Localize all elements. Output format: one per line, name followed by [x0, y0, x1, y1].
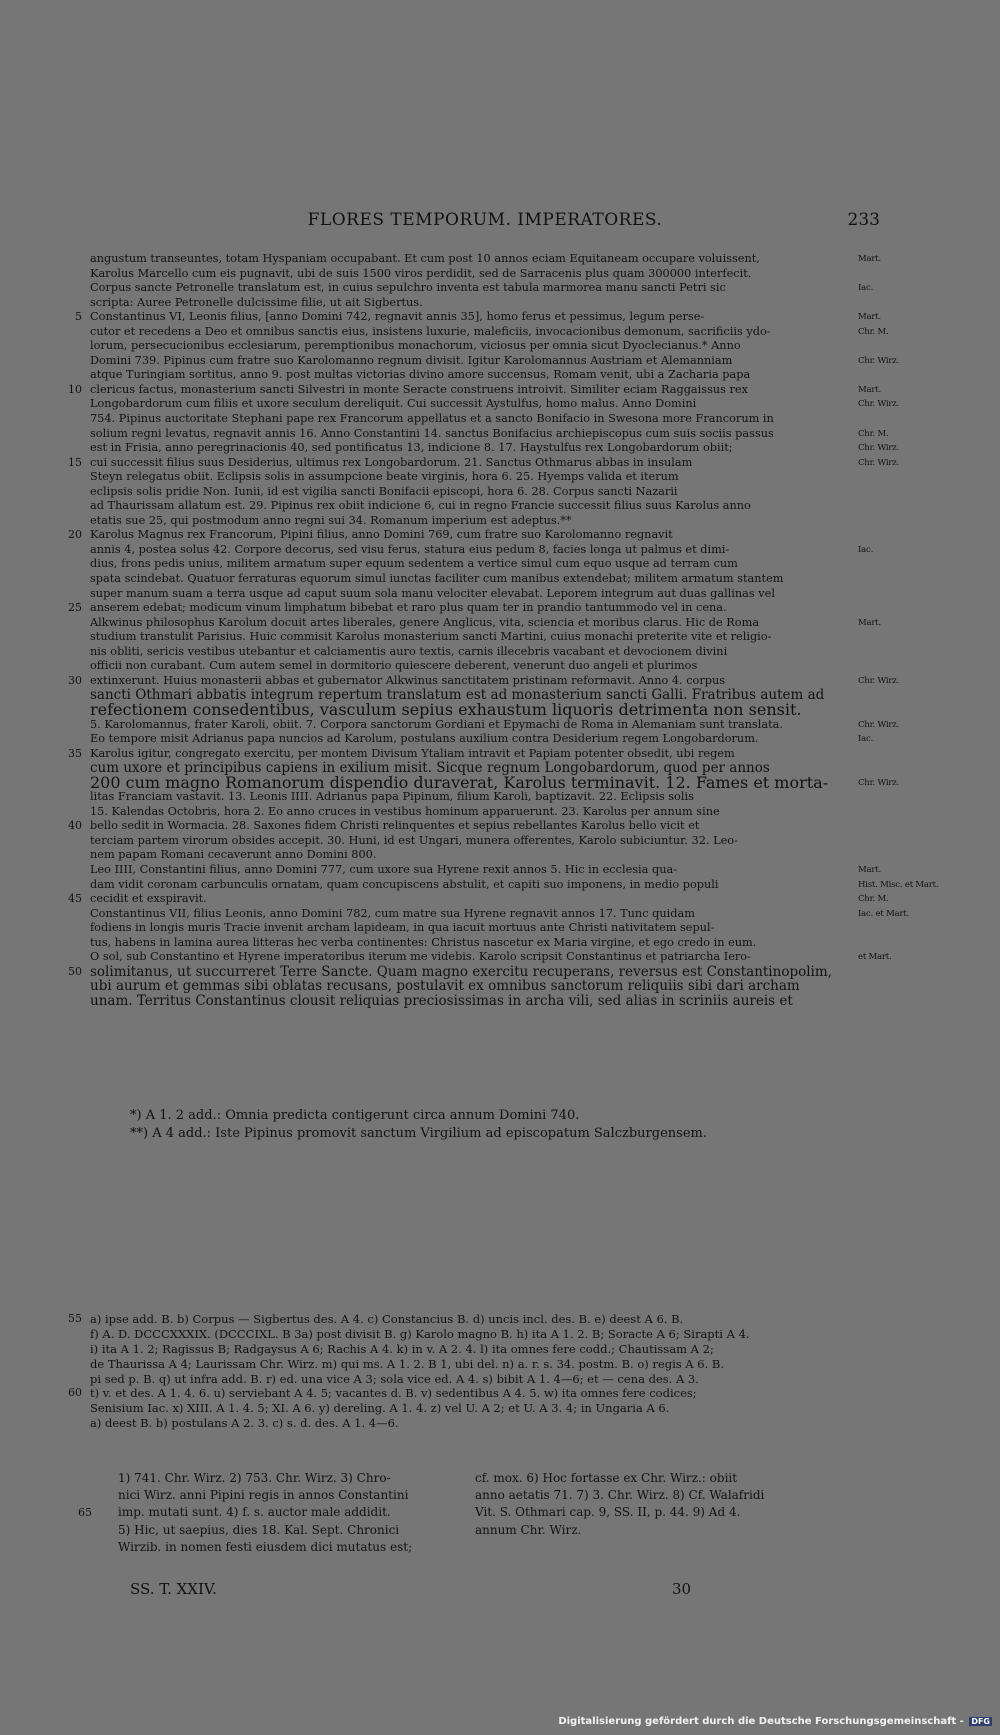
line-text: cui successit filius suus Desiderius, ultimus rex Longobardorum. 21. Sanctus Othmarus abbas in insulam	[90, 455, 693, 469]
text-line	[90, 790, 856, 805]
line-text: atque Turingiam sortitus, anno 9. post multas victorias divino amore succensus, Romam venit, ubi a Zacharia papa	[90, 368, 751, 382]
line-text: spata scindebat. Quatuor ferraturas equorum simul iunctas faciliter cum manibus extendebat; militem armatum stantem	[90, 572, 784, 586]
line-number: 50	[68, 964, 82, 978]
line-text: Karolus igitur, congregato exercitu, per montem Divisum Ytaliam intravit et Papiam potenter obsedit, ubi regem	[90, 746, 735, 760]
text-line	[68, 746, 856, 762]
apparatus-line	[90, 1401, 860, 1416]
line-text: Leo IIII, Constantini filius, anno Domini 777, cum uxore sua Hyrene rexit annos 5. Hic in ecclesia qua-	[90, 862, 678, 876]
line-number: 35	[68, 746, 82, 760]
line-text: dam vidit coronam carbunculis ornatam, quam concupiscens abstulit, et capiti suo imponens, in medio populi	[90, 877, 719, 891]
apparatus-line	[68, 1386, 860, 1401]
line-text: solimitanus, ut succurreret Terre Sancte. Quam magno exercitu recuperans, reversus est Constantinopolim,	[90, 963, 832, 980]
apparatus-text: i) ita A 1. 2; Ragissus B; Radgaysus A 6; Rachis A 4. k) in v. A 2. 4. l) ita omnes fere codd.; Chautissam A 2;	[90, 1341, 714, 1356]
note-line: cf. mox. 6) Hoc fortasse ex Chr. Wirz.: obiit	[475, 1471, 738, 1485]
margin-source: Chr. M.	[858, 326, 889, 337]
text-line	[90, 426, 889, 442]
text-line	[90, 834, 856, 849]
text-line	[90, 470, 856, 485]
line-number: 20	[68, 528, 82, 542]
line-text: tus, habens in lamina aurea litteras hec verba continentes: Christus nascetur ex Maria virgine, et ego credo in eum.	[90, 935, 757, 949]
text-line	[68, 963, 856, 980]
note-line: annum Chr. Wirz.	[475, 1522, 582, 1537]
line-text: angustum transeuntes, totam Hyspaniam occupabant. Et cum post 10 annos eciam Equitaneam occupare voluissent,	[90, 252, 760, 265]
note-text: Wirzib. in nomen festi eiusdem dici mutatus est;	[118, 1539, 413, 1554]
line-text: annis 4, postea solus 42. Corpore decorus, sed visu ferus, statura eius pedum 8, facies longa ut palmus et dimi-	[90, 542, 730, 556]
apparatus-text: Senisium Iac. x) XIII. A 1. 4. 5; XI. A 6. y) dereling. A 1. 4. z) vel U. A 2; et U. A 3. 4; in Ungaria A 6.	[90, 1401, 670, 1416]
text-line	[90, 542, 874, 558]
line-text: extinxerunt. Huius monasterii abbas et gubernator Alkwinus sanctitatem pristinam reformavit. Anno 4. corpus	[90, 673, 726, 687]
text-line	[68, 892, 889, 907]
line-text: cecidit et exspiravit.	[90, 892, 207, 906]
text-line	[90, 615, 881, 631]
text-line	[90, 572, 856, 587]
text-line	[90, 699, 856, 719]
line-text: litas Franciam vastavit. 13. Leonis IIII. Adrianus papa Pipinum, filium Karoli, baptizavit. 22. Eclipsis solis	[90, 790, 694, 804]
margin-source: et Mart.	[858, 952, 892, 963]
text-line	[90, 296, 856, 311]
text-line	[90, 557, 856, 572]
line-text: Longobardorum cum filiis et uxore seculum dereliquit. Cui successit Aystulfus, homo malus. Anno Domini	[90, 397, 697, 411]
note-line: Vit. S. Othmari cap. 9, SS. II, p. 44. 9) Ad 4.	[475, 1505, 741, 1520]
line-text: solium regni levatus, regnavit annis 16. Anno Constantini 14. sanctus Bonifacius archiepiscopus cum suis sociis passus	[90, 426, 774, 440]
text-line	[90, 485, 856, 500]
margin-source: Chr. Wirz.	[858, 675, 900, 686]
margin-source: Chr. Wirz.	[858, 443, 900, 454]
line-text: nis obliti, sericis vestibus utebantur et calciamentis auro textis, carnis illecebris vacabant et devocionem divini	[90, 644, 728, 658]
line-text: ad Thaurissam allatum est. 29. Pipinus rex obiit indicione 6, cui in regno Francie successit filius suus Karolus anno	[90, 499, 751, 513]
apparatus-line	[90, 1357, 860, 1372]
line-number: 45	[68, 892, 82, 906]
line-text: dius, frons pedis unius, militem armatum super equum sedentem a vertice simul cum equo usque ad terram cum	[90, 557, 738, 571]
apparatus-line	[90, 1416, 860, 1431]
note-line	[118, 1470, 412, 1487]
margin-source: Iac.	[858, 734, 874, 745]
line-text: nem papam Romani cecaverunt anno Domini 800.	[90, 848, 377, 862]
text-line	[90, 848, 856, 863]
line-text: anserem edebat; modicum vinum limphatum bibebat et raro plus quam ter in prandio tantummodo vel in cena.	[90, 601, 727, 615]
margin-source: Chr. Wirz.	[858, 719, 900, 730]
line-text: scripta: Auree Petronelle dulcissime filie, ut ait Sigbertus.	[90, 295, 423, 309]
text-line	[90, 717, 900, 733]
text-line	[90, 877, 939, 893]
text-line	[90, 921, 856, 936]
text-line	[75, 310, 881, 325]
note-line: anno aetatis 71. 7) 3. Chr. Wirz. 8) Cf. Walafridi	[475, 1488, 765, 1503]
text-line	[90, 630, 856, 645]
line-number: 55	[68, 1312, 82, 1325]
text-line	[68, 528, 856, 543]
apparatus-line	[68, 1312, 860, 1327]
text-line	[90, 906, 910, 922]
margin-source: Chr. Wirz.	[858, 777, 900, 788]
line-text: refectionem consedentibus, vasculum sepius exhaustum liquoris detrimenta non sensit.	[90, 699, 802, 719]
margin-source: Mart.	[858, 384, 881, 395]
margin-source: Mart.	[858, 312, 881, 323]
digitization-credit	[558, 1716, 992, 1727]
note-line	[118, 1522, 412, 1539]
line-text: est in Frisia, anno peregrinacionis 40, sed pontificatus 13, indicione 8. 17. Haystulfus rex Longobardorum obiit;	[90, 441, 733, 455]
text-line	[90, 324, 889, 340]
line-number: 60	[68, 1386, 82, 1400]
note-line	[78, 1504, 412, 1521]
text-line	[90, 772, 900, 792]
text-line	[90, 499, 856, 514]
line-text: 754. Pipinus auctoritate Stephani pape rex Francorum appellatus et a sancto Bonifacio in Swesona more Francorum in	[90, 412, 774, 426]
line-number: 15	[68, 455, 82, 469]
line-number: 65	[78, 1506, 92, 1520]
line-text: Alkwinus philosophus Karolum docuit artes liberales, genere Anglicus, vita, sciencia et moribus clarus. Hic de Roma	[90, 615, 760, 629]
text-line	[90, 950, 892, 965]
line-text: Constantinus VII, filius Leonis, anno Domini 782, cum matre sua Hyrene regnavit annos 17. Tunc quidam	[90, 906, 695, 920]
text-line	[90, 339, 856, 354]
margin-source: Chr. Wirz.	[858, 399, 900, 410]
margin-source: Chr. M.	[858, 894, 889, 905]
note-text: imp. mutati sunt. 4) f. s. auctor male addidit.	[118, 1505, 391, 1520]
text-line	[90, 267, 856, 282]
volume-signature: SS. T. XXIV.	[130, 1580, 217, 1598]
line-number: 25	[68, 601, 82, 615]
text-line	[90, 441, 900, 456]
notes-left-column	[78, 1470, 413, 1556]
text-line	[90, 412, 856, 427]
line-text: Corpus sancte Petronelle translatum est, in cuius sepulchro inventa est tabula marmorea manu sancti Petri sic	[90, 281, 726, 295]
note-text: 5) Hic, ut saepius, dies 18. Kal. Sept. Chronici	[118, 1522, 400, 1537]
text-line	[90, 936, 856, 951]
line-text: etatis sue 25, qui postmodum anno regni sui 34. Romanum imperium est adeptus.**	[90, 513, 572, 527]
line-text: Constantinus VI, Leonis filius, [anno Domini 742, regnavit annis 35], homo ferus et pessimus, legum perse-	[90, 310, 705, 324]
line-text: Steyn relegatus obiit. Eclipsis solis in assumpcione beate virginis, hora 6. 25. Hyemps valida et iterum	[90, 470, 679, 484]
text-line	[90, 252, 881, 267]
text-line	[90, 353, 900, 369]
text-line	[68, 455, 900, 471]
line-text: fodiens in longis muris Tracie invenit archam lapideam, in qua iacuit mortuus ante Christi nativitatem sepul-	[90, 921, 715, 935]
apparatus-line	[90, 1372, 860, 1387]
line-text: Karolus Magnus rex Francorum, Pipini filius, anno Domini 769, cum fratre suo Karolomanno regnavit	[90, 528, 673, 542]
apparatus-text: a) deest B. b) postulans A 2. 3. c) s. d. des. A 1. 4—6.	[90, 1416, 399, 1431]
line-text: 15. Kalendas Octobris, hora 2. Eo anno cruces in vestibus hominum apparuerunt. 23. Karolus per annum sine	[90, 804, 720, 818]
note-line	[118, 1539, 412, 1556]
apparatus-text: f) A. D. DCCCXXXIX. (DCCCIXL. B 3a) post divisit B. g) Karolo magno B. h) ita A 1. 2. B; Soracte A 6; Sirapti A 4.	[90, 1326, 750, 1341]
notes-right-column	[475, 1470, 764, 1539]
line-text: terciam partem virorum obsides accepit. 30. Huni, id est Ungari, munera offerentes, Karolo subiciuntur. 32. Leo-	[90, 833, 738, 847]
credit-text: Digitalisierung gefördert durch die Deutsche Forschungsgemeinschaft -	[558, 1716, 964, 1727]
line-text: lorum, persecucionibus ecclesiarum, peremptionibus monachorum, viciosus per omnia sicut Dyoclecianus.* Anno	[90, 339, 741, 353]
apparatus-text: de Thaurissa A 4; Laurissam Chr. Wirz. m) qui ms. A 1. 2. B 1, ubi del. n) a. r. s. 34. postm. B. o) regis A 6. B.	[90, 1356, 725, 1371]
margin-source: Chr. M.	[858, 428, 889, 439]
apparatus-line	[90, 1327, 860, 1342]
line-number: 40	[68, 819, 82, 833]
note-line	[118, 1487, 412, 1504]
page-number: 233	[847, 210, 880, 230]
line-text: 5. Karolomannus, frater Karoli, obiit. 7. Corpora sanctorum Gordiani et Epymachi de Roma in Alemaniam sunt translata.	[90, 717, 783, 731]
footnote-2: **) A 4 add.: Iste Pipinus promovit sanctum Virgilium ad episcopatum Salczburgensem.	[130, 1126, 707, 1141]
text-line	[90, 645, 856, 660]
margin-source: Chr. Wirz.	[858, 355, 900, 366]
text-line	[90, 732, 874, 747]
text-line	[90, 368, 856, 383]
apparatus-line	[90, 1342, 860, 1357]
text-line	[90, 805, 856, 820]
text-line	[90, 862, 881, 878]
note-text: nici Wirz. anni Pipini regis in annos Constantini	[118, 1488, 409, 1503]
text-line	[68, 819, 856, 834]
text-line	[68, 601, 856, 616]
text-line	[90, 979, 856, 994]
text-line	[68, 382, 881, 398]
line-text: ubi aurum et gemmas sibi oblatas recusans, postulavit ex omnibus sanctorum reliquiis sibi dari archam	[90, 978, 800, 995]
line-text: Eo tempore misit Adrianus papa nuncios ad Karolum, postulans auxilium contra Desiderium regem Longobardorum.	[90, 732, 759, 746]
text-line	[90, 994, 856, 1009]
apparatus-text: pi sed p. B. q) ut infra add. B. r) ed. una vice A 3; sola vice ed. A 4. s) bibit A 1. 4—6; et — cena des. A 3.	[90, 1371, 699, 1386]
line-text: clericus factus, monasterium sancti Silvestri in monte Seracte construens introivit. Similiter eciam Raggaissus rex	[90, 382, 748, 396]
line-text: unam. Territus Constantinus clousit reliquias preciosissimas in archa vili, sed alias in scriniis aureis et	[90, 992, 793, 1009]
margin-source: Iac. et Mart.	[858, 908, 910, 919]
critical-apparatus	[68, 1312, 860, 1431]
margin-source: Hist. Misc. et Mart.	[858, 879, 939, 890]
line-text: bello sedit in Wormacia. 28. Saxones fidem Christi relinquentes et sepius rebellantes Karolus bello vicit et	[90, 819, 700, 833]
running-head: FLORES TEMPORUM. IMPERATORES.	[307, 210, 663, 230]
margin-source: Chr. Wirz.	[858, 457, 900, 468]
text-line	[90, 587, 856, 602]
text-line	[68, 673, 900, 689]
apparatus-text: a) ipse add. B. b) Corpus — Sigbertus des. A 4. c) Constancius B. d) uncis incl. des. B. e) deest A 6. B.	[90, 1312, 684, 1326]
line-number: 30	[68, 673, 82, 687]
line-text: Karolus Marcello cum eis pugnavit, ubi de suis 1500 viros perdidit, sed de Sarracenis plus quam 300000 interfecit.	[90, 266, 752, 280]
footnote-1: *) A 1. 2 add.: Omnia predicta contigerunt circa annum Domini 740.	[130, 1108, 580, 1123]
line-text: Domini 739. Pipinus cum fratre suo Karolomanno regnum divisit. Igitur Karolomannus Austriam et Alemanniam	[90, 353, 733, 367]
line-text: eclipsis solis pridie Non. Iunii, id est vigilia sancti Bonifacii episcopi, hora 6. 28. Corpus sancti Nazarii	[90, 484, 678, 498]
line-text: cutor et recedens a Deo et omnibus sanctis eius, insistens luxurie, maleficiis, invocacionibus demonum, sacrificiis ydo-	[90, 324, 771, 338]
text-line	[90, 514, 856, 529]
apparatus-text: t) v. et des. A 1. 4. 6. u) serviebant A 4. 5; vacantes d. B. v) sedentibus A 4. 5. w) ita omnes fere codices;	[90, 1386, 697, 1401]
margin-source: Mart.	[858, 864, 881, 875]
line-text: officii non curabant. Cum autem semel in dormitorio quiescere deberent, venerunt duo angeli et plurimos	[90, 659, 698, 673]
line-text: super manum suam a terra usque ad caput suum sola manu velociter elevabat. Leporem integrum aut duas gallinas vel	[90, 586, 775, 600]
text-line	[90, 397, 900, 412]
line-text: studium transtulit Parisius. Huic commisit Karolus monasterium sancti Martini, cuius monachi preterite vite et religio-	[90, 630, 772, 644]
text-line	[90, 281, 874, 296]
line-text: O sol, sub Constantino et Hyrene imperatoribus iterum me videbis. Karolo scripsit Constantinus et patriarcha Iero-	[90, 950, 751, 964]
line-number: 5	[75, 310, 82, 324]
margin-source: Iac.	[858, 283, 874, 294]
main-text	[68, 252, 939, 1009]
margin-source: Mart.	[858, 254, 881, 264]
text-line	[90, 659, 856, 674]
sheet-number: 30	[672, 1580, 692, 1598]
line-number: 10	[68, 382, 82, 396]
line-text: cum uxore et principibus capiens in exilium misit. Sicque regnum Longobardorum, quod per annos	[90, 760, 770, 777]
margin-source: Mart.	[858, 617, 881, 628]
line-text: 200 cum magno Romanorum dispendio duraverat, Karolus terminavit. 12. Fames et morta-	[90, 772, 829, 792]
margin-source: Iac.	[858, 544, 874, 555]
note-text: 1) 741. Chr. Wirz. 2) 753. Chr. Wirz. 3) Chro-	[118, 1471, 391, 1485]
dfg-logo-icon: DFG	[971, 1716, 990, 1726]
line-text: sancti Othmari abbatis integrum repertum translatum est ad monasterium sancti Galli. Fratribus autem ad	[90, 687, 825, 704]
